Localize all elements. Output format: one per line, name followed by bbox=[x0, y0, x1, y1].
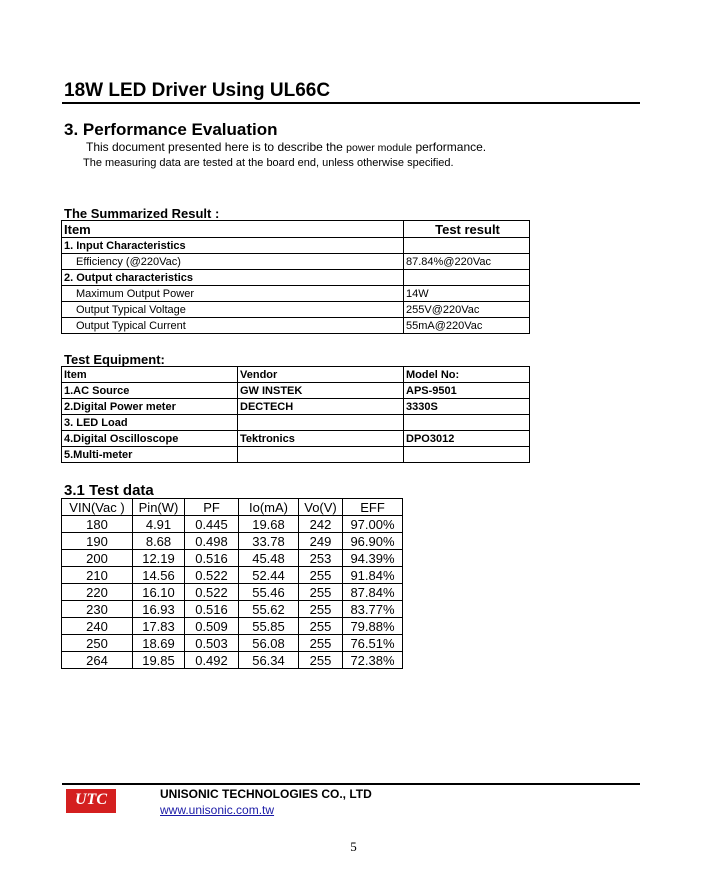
data-cell: 19.85 bbox=[133, 652, 185, 669]
test-data-row bbox=[62, 652, 403, 669]
data-cell: 0.509 bbox=[185, 618, 239, 635]
title-divider bbox=[62, 102, 640, 104]
summary-table bbox=[61, 220, 530, 334]
summary-item: 1. Input Characteristics bbox=[62, 238, 404, 254]
summary-item: Output Typical Voltage bbox=[62, 302, 404, 318]
page-number: 5 bbox=[350, 839, 357, 854]
summary-header-result: Test result bbox=[404, 221, 530, 238]
summary-header-item: Item bbox=[62, 221, 404, 238]
data-cell: 0.522 bbox=[185, 567, 239, 584]
summary-result: 55mA@220Vac bbox=[404, 318, 530, 334]
data-cell: 4.91 bbox=[133, 516, 185, 533]
data-cell: 72.38% bbox=[343, 652, 403, 669]
data-cell: 240 bbox=[62, 618, 133, 635]
header-cell: PF bbox=[185, 499, 239, 516]
equipment-item: 2.Digital Power meter bbox=[62, 399, 238, 415]
data-cell: 255 bbox=[299, 635, 343, 652]
data-cell: 56.08 bbox=[239, 635, 299, 652]
summary-row bbox=[62, 238, 530, 254]
data-cell: 264 bbox=[62, 652, 133, 669]
equipment-model: DPO3012 bbox=[404, 431, 530, 447]
data-cell: 249 bbox=[299, 533, 343, 550]
summary-title: The Summarized Result : bbox=[64, 206, 220, 221]
data-cell: 55.85 bbox=[239, 618, 299, 635]
test-data-row bbox=[62, 567, 403, 584]
summary-row bbox=[62, 270, 530, 286]
test-data-header-row bbox=[62, 499, 403, 516]
equipment-row bbox=[62, 415, 530, 431]
equipment-item: 5.Multi-meter bbox=[62, 447, 238, 463]
equipment-table bbox=[61, 366, 530, 463]
data-cell: 255 bbox=[299, 601, 343, 618]
data-cell: 87.84% bbox=[343, 584, 403, 601]
website-link[interactable]: www.unisonic.com.tw bbox=[160, 803, 275, 817]
data-cell: 76.51% bbox=[343, 635, 403, 652]
data-cell: 12.19 bbox=[133, 550, 185, 567]
data-cell: 0.516 bbox=[185, 601, 239, 618]
summary-item: Efficiency (@220Vac) bbox=[62, 254, 404, 270]
data-cell: 8.68 bbox=[133, 533, 185, 550]
data-cell: 14.56 bbox=[133, 567, 185, 584]
data-cell: 190 bbox=[62, 533, 133, 550]
data-cell: 255 bbox=[299, 652, 343, 669]
equipment-model bbox=[404, 415, 530, 431]
data-cell: 96.90% bbox=[343, 533, 403, 550]
header-cell: Io(mA) bbox=[239, 499, 299, 516]
data-cell: 0.516 bbox=[185, 550, 239, 567]
equipment-header-model: Model No: bbox=[404, 367, 530, 383]
data-cell: 255 bbox=[299, 567, 343, 584]
section-heading: 3. Performance Evaluation bbox=[64, 120, 278, 139]
utc-logo-text: UTC bbox=[75, 791, 107, 808]
equipment-header-row bbox=[62, 367, 530, 383]
data-cell: 79.88% bbox=[343, 618, 403, 635]
test-data-row bbox=[62, 533, 403, 550]
summary-row bbox=[62, 254, 530, 270]
equipment-header-item: Item bbox=[62, 367, 238, 383]
equipment-row bbox=[62, 447, 530, 463]
test-data-table bbox=[61, 498, 403, 669]
data-cell: 200 bbox=[62, 550, 133, 567]
header-cell: Vo(V) bbox=[299, 499, 343, 516]
equipment-vendor bbox=[238, 415, 404, 431]
summary-result: 14W bbox=[404, 286, 530, 302]
test-data-row bbox=[62, 550, 403, 567]
data-cell: 180 bbox=[62, 516, 133, 533]
data-cell: 0.522 bbox=[185, 584, 239, 601]
equipment-header-vendor: Vendor bbox=[238, 367, 404, 383]
summary-row bbox=[62, 286, 530, 302]
test-data-row bbox=[62, 601, 403, 618]
equipment-row bbox=[62, 383, 530, 399]
summary-result bbox=[404, 270, 530, 286]
document-title: 18W LED Driver Using UL66C bbox=[64, 80, 331, 101]
test-data-row bbox=[62, 618, 403, 635]
data-cell: 18.69 bbox=[133, 635, 185, 652]
data-cell: 45.48 bbox=[239, 550, 299, 567]
equipment-model bbox=[404, 447, 530, 463]
summary-item: Maximum Output Power bbox=[62, 286, 404, 302]
data-cell: 210 bbox=[62, 567, 133, 584]
summary-item: Output Typical Current bbox=[62, 318, 404, 334]
test-data-row bbox=[62, 584, 403, 601]
data-cell: 55.46 bbox=[239, 584, 299, 601]
summary-header-row bbox=[62, 221, 530, 238]
data-cell: 56.34 bbox=[239, 652, 299, 669]
data-cell: 230 bbox=[62, 601, 133, 618]
data-cell: 250 bbox=[62, 635, 133, 652]
equipment-vendor: DECTECH bbox=[238, 399, 404, 415]
equipment-vendor: Tektronics bbox=[238, 431, 404, 447]
data-cell: 242 bbox=[299, 516, 343, 533]
header-cell: VIN(Vac ) bbox=[62, 499, 133, 516]
test-data-title: 3.1 Test data bbox=[64, 482, 154, 499]
data-cell: 33.78 bbox=[239, 533, 299, 550]
equipment-item: 4.Digital Oscilloscope bbox=[62, 431, 238, 447]
footer-divider bbox=[62, 783, 640, 785]
header-cell: EFF bbox=[343, 499, 403, 516]
data-cell: 0.492 bbox=[185, 652, 239, 669]
summary-item: 2. Output characteristics bbox=[62, 270, 404, 286]
summary-result bbox=[404, 238, 530, 254]
data-cell: 83.77% bbox=[343, 601, 403, 618]
summary-result: 87.84%@220Vac bbox=[404, 254, 530, 270]
equipment-model: 3330S bbox=[404, 399, 530, 415]
equipment-model: APS-9501 bbox=[404, 383, 530, 399]
intro-text-a: This document presented here is to describe the bbox=[86, 140, 347, 154]
data-cell: 52.44 bbox=[239, 567, 299, 584]
summary-row bbox=[62, 302, 530, 318]
intro-text-c: performance. bbox=[412, 140, 487, 154]
test-data-row bbox=[62, 635, 403, 652]
data-cell: 255 bbox=[299, 584, 343, 601]
equipment-row bbox=[62, 399, 530, 415]
data-cell: 253 bbox=[299, 550, 343, 567]
data-cell: 97.00% bbox=[343, 516, 403, 533]
test-data-row bbox=[62, 516, 403, 533]
intro-line-2: The measuring data are tested at the board end, unless otherwise specified. bbox=[83, 157, 454, 169]
header-cell: Pin(W) bbox=[133, 499, 185, 516]
data-cell: 16.93 bbox=[133, 601, 185, 618]
data-cell: 0.445 bbox=[185, 516, 239, 533]
data-cell: 16.10 bbox=[133, 584, 185, 601]
data-cell: 255 bbox=[299, 618, 343, 635]
equipment-item: 3. LED Load bbox=[62, 415, 238, 431]
equipment-item: 1.AC Source bbox=[62, 383, 238, 399]
equipment-title: Test Equipment: bbox=[64, 352, 165, 367]
data-cell: 91.84% bbox=[343, 567, 403, 584]
summary-row bbox=[62, 318, 530, 334]
data-cell: 0.498 bbox=[185, 533, 239, 550]
data-cell: 220 bbox=[62, 584, 133, 601]
equipment-vendor bbox=[238, 447, 404, 463]
data-cell: 17.83 bbox=[133, 618, 185, 635]
summary-result: 255V@220Vac bbox=[404, 302, 530, 318]
data-cell: 0.503 bbox=[185, 635, 239, 652]
intro-line-1 bbox=[86, 140, 486, 154]
equipment-vendor: GW INSTEK bbox=[238, 383, 404, 399]
equipment-row bbox=[62, 431, 530, 447]
data-cell: 55.62 bbox=[239, 601, 299, 618]
company-name: UNISONIC TECHNOLOGIES CO., LTD bbox=[160, 787, 372, 801]
data-cell: 19.68 bbox=[239, 516, 299, 533]
intro-text-b: power module bbox=[346, 142, 413, 154]
data-cell: 94.39% bbox=[343, 550, 403, 567]
